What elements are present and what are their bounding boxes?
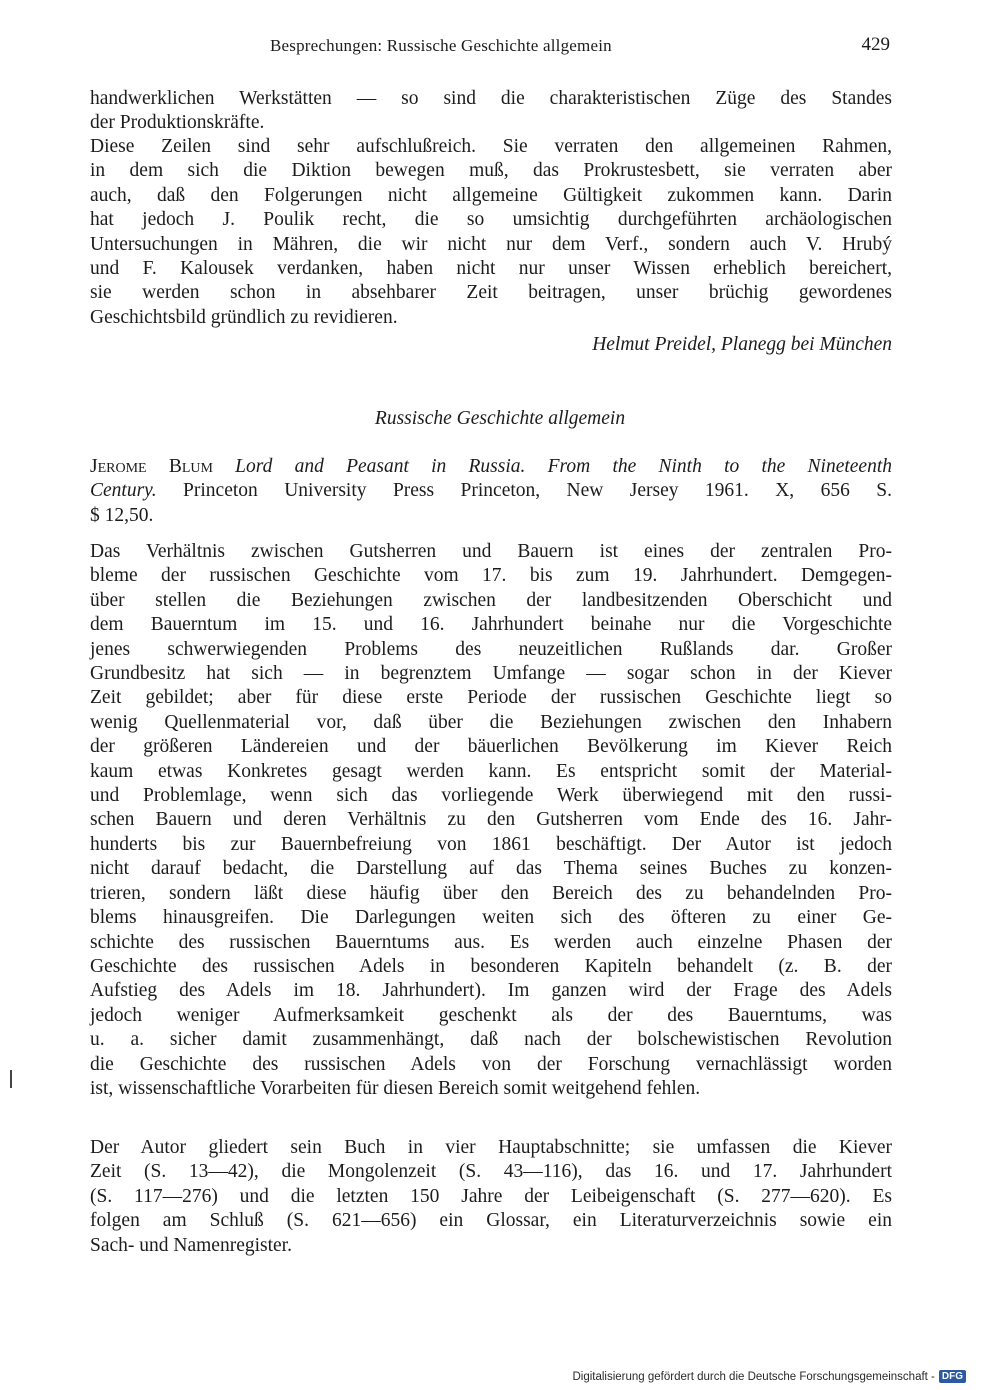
- citation-title-end: Century.: [90, 480, 157, 502]
- dfg-logo: DFG: [939, 1370, 966, 1383]
- page-number: 429: [861, 34, 890, 55]
- citation-publisher: Princeton University Press Princeton, New Jersey 1961. X, 656 S.: [183, 480, 892, 502]
- text-line: bleme der russischen Geschichte vom 17. bis zum 19. Jahrhundert. Demgegen-: [90, 565, 892, 587]
- text-line: jedoch weniger Aufmerksamkeit geschenkt als der des Bauerntums, was: [90, 1004, 892, 1026]
- text-line: blems hinausgreifen. Die Darlegungen weiten sich des öfteren zu einer Ge-: [90, 907, 892, 929]
- text-line: folgen am Schluß (S. 621—656) ein Glossar, ein Literaturverzeichnis sowie ein: [90, 1210, 892, 1232]
- text-line: kaum etwas Konkretes gesagt werden kann. Es entspricht somit der Material-: [90, 760, 892, 782]
- running-title: Besprechungen: Russische Geschichte allgemein: [270, 36, 612, 55]
- text-line: hat jedoch J. Poulik recht, die so umsichtig durchgeführten archäologischen: [90, 209, 892, 231]
- text-line: nicht darauf bedacht, die Darstellung auf das Thema seines Buches zu konzen-: [90, 858, 892, 880]
- running-head: [90, 36, 890, 60]
- credit-text: Digitalisierung gefördert durch die Deutsche Forschungsgemeinschaft -: [572, 1370, 935, 1383]
- text-line: schen Bauern und deren Verhältnis zu den Gutsherren vom Ende des 16. Jahr-: [90, 809, 892, 831]
- text-line: wenig Quellenmaterial vor, daß über die Beziehungen zwischen den Inhabern: [90, 711, 892, 733]
- text-line: Aufstieg des Adels im 18. Jahrhundert). Im ganzen wird der Frage des Adels: [90, 980, 892, 1002]
- citation-line-1: [90, 455, 892, 479]
- text-line: trieren, sondern läßt diese häufig über den Bereich des zu behandelnden Pro-: [90, 882, 892, 904]
- text-line: und F. Kalousek verdanken, haben nicht nur unser Wissen erheblich bereichert,: [90, 258, 892, 280]
- text-line: der Produktionskräfte.: [90, 112, 265, 134]
- reviewer-signature: Helmut Preidel, Planegg bei München: [592, 334, 892, 355]
- text-line: in dem sich die Diktion bewegen muß, das Prokrustesbett, sie verraten aber: [90, 160, 892, 182]
- text-line: (S. 117—276) und die letzten 150 Jahre der Leibeigenschaft (S. 277—620). Es: [90, 1185, 892, 1207]
- text-line: Diese Zeilen sind sehr aufschlußreich. Sie verraten den allgemeinen Rahmen,: [90, 136, 892, 157]
- text-line: auch, daß den Folgerungen nicht allgemeine Gültigkeit zukommen kann. Darin: [90, 184, 892, 206]
- text-line: sie werden schon in absehbarer Zeit beitragen, unser brüchig gewordenes: [90, 282, 892, 304]
- text-line: jenes schwerwiegenden Problems des neuzeitlichen Rußlands dar. Großer: [90, 638, 892, 660]
- text-line: Zeit (S. 13—42), die Mongolenzeit (S. 43—116), das 16. und 17. Jahrhundert: [90, 1161, 892, 1183]
- text-line: und Problemlage, wenn sich das vorliegende Werk überwiegend mit den russi-: [90, 785, 892, 807]
- paragraph-review-body-2: [90, 1136, 892, 1258]
- text-line: hunderts bis zur Bauernbefreiung von 1861 beschäftigt. Der Autor ist jedoch: [90, 833, 892, 855]
- text-line: Geschichtsbild gründlich zu revidieren.: [90, 306, 398, 328]
- text-line: Untersuchungen in Mähren, die wir nicht nur dem Verf., sondern auch V. Hrubý: [90, 233, 892, 255]
- text-line: Sach- und Namenregister.: [90, 1234, 292, 1256]
- text-line: über stellen die Beziehungen zwischen der landbesitzenden Oberschicht und: [90, 589, 892, 611]
- scan-margin-mark: [10, 1070, 12, 1088]
- text-line: Grundbesitz hat sich — in begrenztem Umfange — sogar schon in der Kiever: [90, 663, 892, 685]
- digitization-credit: [572, 1370, 966, 1383]
- text-line: Der Autor gliedert sein Buch in vier Hauptabschnitte; sie umfassen die Kiever: [90, 1137, 892, 1158]
- citation-author: Jerome Blum: [90, 456, 213, 477]
- text-line: handwerklichen Werkstätten — so sind die charakteristischen Züge des Standes: [90, 88, 892, 109]
- paragraph-review-conclusion: [90, 135, 892, 330]
- text-line: ist, wissenschaftliche Vorarbeiten für diesen Bereich somit weitgehend fehlen.: [90, 1077, 701, 1099]
- paragraph-review-body-1: [90, 540, 892, 1101]
- text-line: u. a. sicher damit zusammenhängt, daß nach der bolschewistischen Revolution: [90, 1029, 892, 1051]
- text-line: Zeit gebildet; aber für diese erste Periode der russischen Geschichte liegt so: [90, 687, 892, 709]
- text-line: Geschichte des russischen Adels in besonderen Kapiteln behandelt (z. B. der: [90, 955, 892, 977]
- book-citation: [90, 455, 892, 528]
- section-title: Russische Geschichte allgemein: [374, 408, 626, 429]
- text-line: die Geschichte des russischen Adels von der Forschung vernachlässigt worden: [90, 1053, 892, 1075]
- citation-price: $ 12,50.: [90, 504, 154, 526]
- citation-line-2: [90, 479, 892, 503]
- text-line: Das Verhältnis zwischen Gutsherren und Bauern ist eines der zentralen Pro-: [90, 541, 892, 562]
- text-line: dem Bauerntum im 15. und 16. Jahrhundert beinahe nur die Vorgeschichte: [90, 614, 892, 636]
- paragraph-continuation: [90, 87, 892, 136]
- citation-title: Lord and Peasant in Russia. From the Ninth to the Nineteenth: [235, 456, 892, 477]
- text-line: der größeren Ländereien und der bäuerlichen Bevölkerung im Kiever Reich: [90, 736, 892, 758]
- text-line: schichte des russischen Bauerntums aus. Es werden auch einzelne Phasen der: [90, 931, 892, 953]
